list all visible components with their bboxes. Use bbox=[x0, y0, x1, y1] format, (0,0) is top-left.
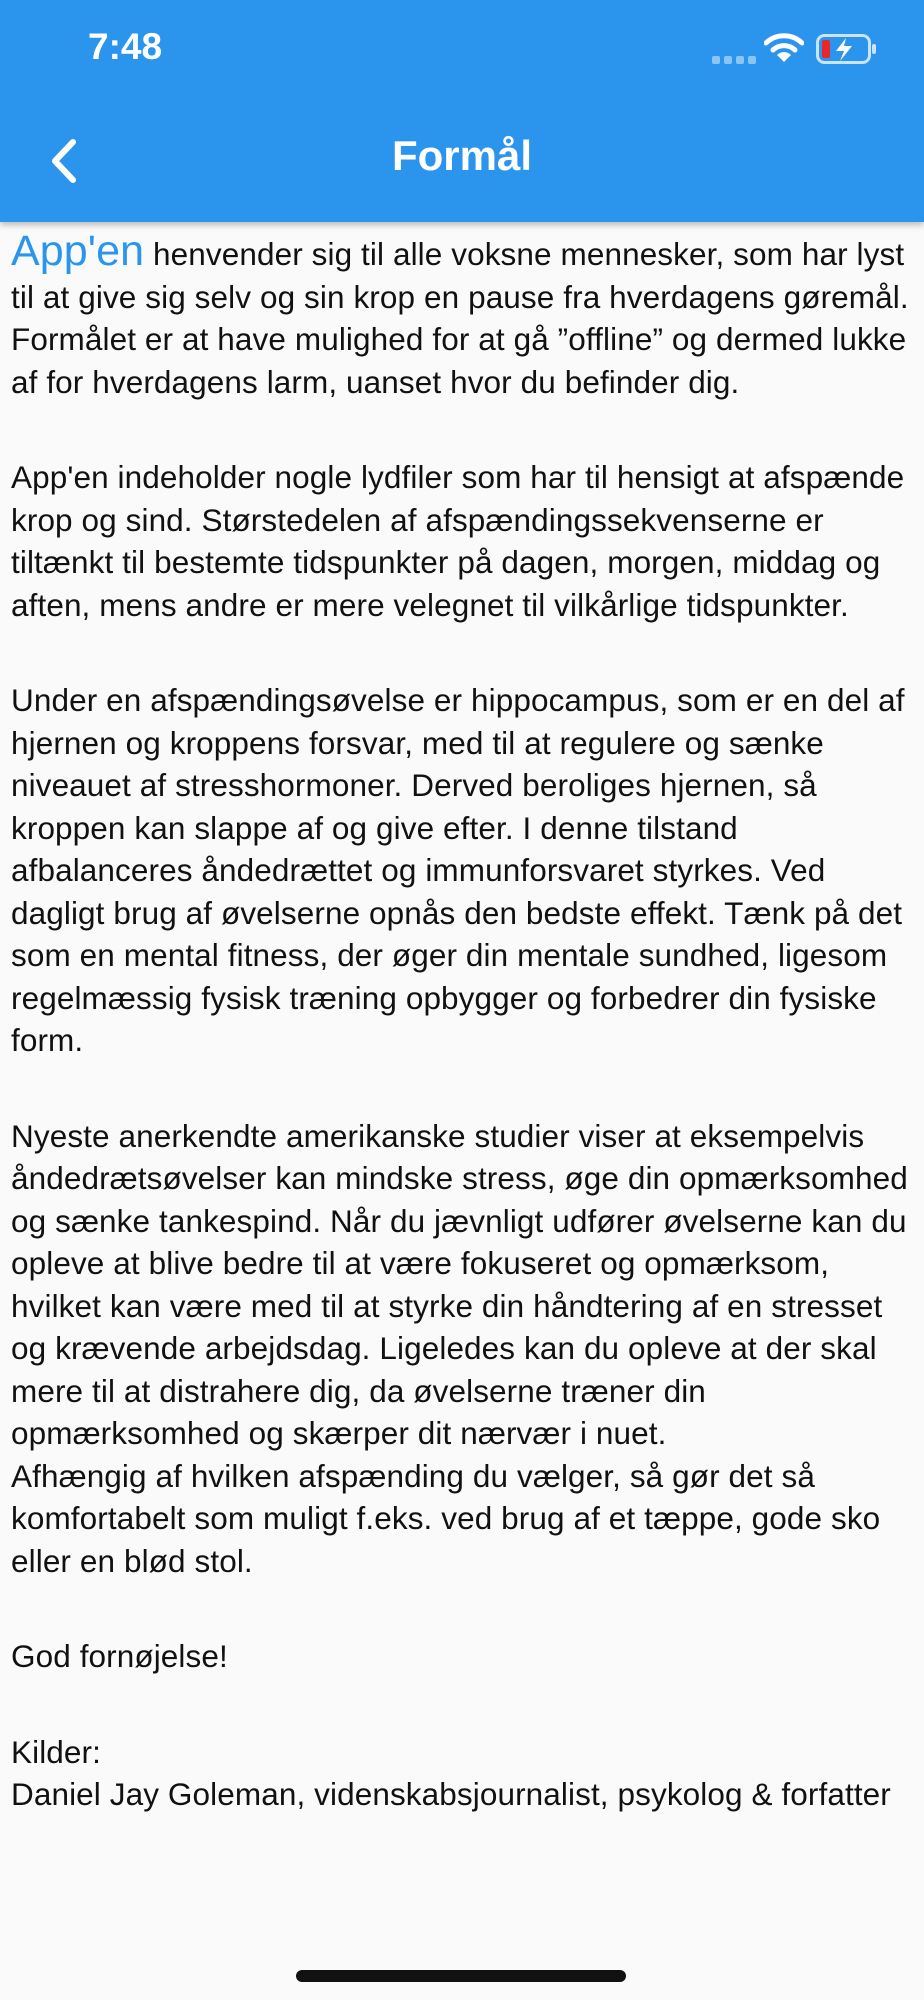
paragraph-studies: Nyeste anerkendte amerikanske studier viser at eksempelvis åndedrætsøvelser kan mindske stress, øge din opmærksomhed og sænke tankespind. Når du jævnligt udfører øvelserne kan du opleve at blive bedre til at være fokuseret og opmærksom, hvilket kan være med til at styrke din håndtering af en stresset og krævende arbejdsdag. Ligeledes kan du opleve at der skal mere til at distrahere dig, da øvelserne træner din opmærksomhed og skærper dit nærvær i nuet. Afhængig af hvilken afspænding du vælger, så gør det så komfortabelt som muligt f.eks. ved brug af et tæppe, gode sko eller en blød stol. bbox=[11, 1117, 908, 1579]
closing-text: God fornøjelse! bbox=[11, 1638, 228, 1674]
wifi-icon bbox=[764, 32, 804, 64]
purpose-text bbox=[11, 222, 916, 1816]
cellular-signal-icon bbox=[712, 56, 756, 64]
app-bar bbox=[0, 0, 924, 222]
paragraph-audio-files: App'en indeholder nogle lydfiler som har til hensigt at afspænde krop og sind. Størstedelen af afspændingssekvenserne er tiltænkt til bestemte tidspunkter på dagen, morgen, middag og aften, mens andre er mere velegnet til vilkårlige tidspunkter. bbox=[11, 459, 905, 623]
intro-paragraph bbox=[11, 227, 916, 403]
battery-charging-icon bbox=[816, 34, 878, 64]
source-item: Daniel Jay Goleman, videnskabsjournalist, psykolog & forfatter bbox=[11, 1776, 891, 1812]
status-bar-time: 7:48 bbox=[88, 26, 163, 67]
intro-text: henvender sig til alle voksne mennesker, som har lyst til at give sig selv og sin krop en pause fra hverdagens gøremål. Formålet er at have mulighed for at gå ”offline” og dermed lukke af for hverdagens larm, uanset hvor du befinder dig. bbox=[11, 236, 909, 400]
intro-highlight: App'en bbox=[11, 227, 145, 275]
page-title: Formål bbox=[391, 132, 533, 179]
sources-label: Kilder: bbox=[11, 1733, 101, 1770]
paragraph-hippocampus: Under en afspændingsøvelse er hippocampus, som er en del af hjernen og kroppens forsvar, med til at regulere og sænke niveauet af stresshormoner. Derved beroliges hjernen, så kroppen kan slappe af og give efter. I denne tilstand afbalanceres åndedrættet og immunforsvaret styrkes. Ved dagligt brug af øvelserne opnås den bedste effekt. Tænk på det som en mental fitness, der øger din mentale sundhed, ligesom regelmæssig fysisk træning opbygger og forbedrer din fysiske form. bbox=[11, 682, 905, 1058]
home-indicator[interactable] bbox=[296, 1970, 626, 1982]
